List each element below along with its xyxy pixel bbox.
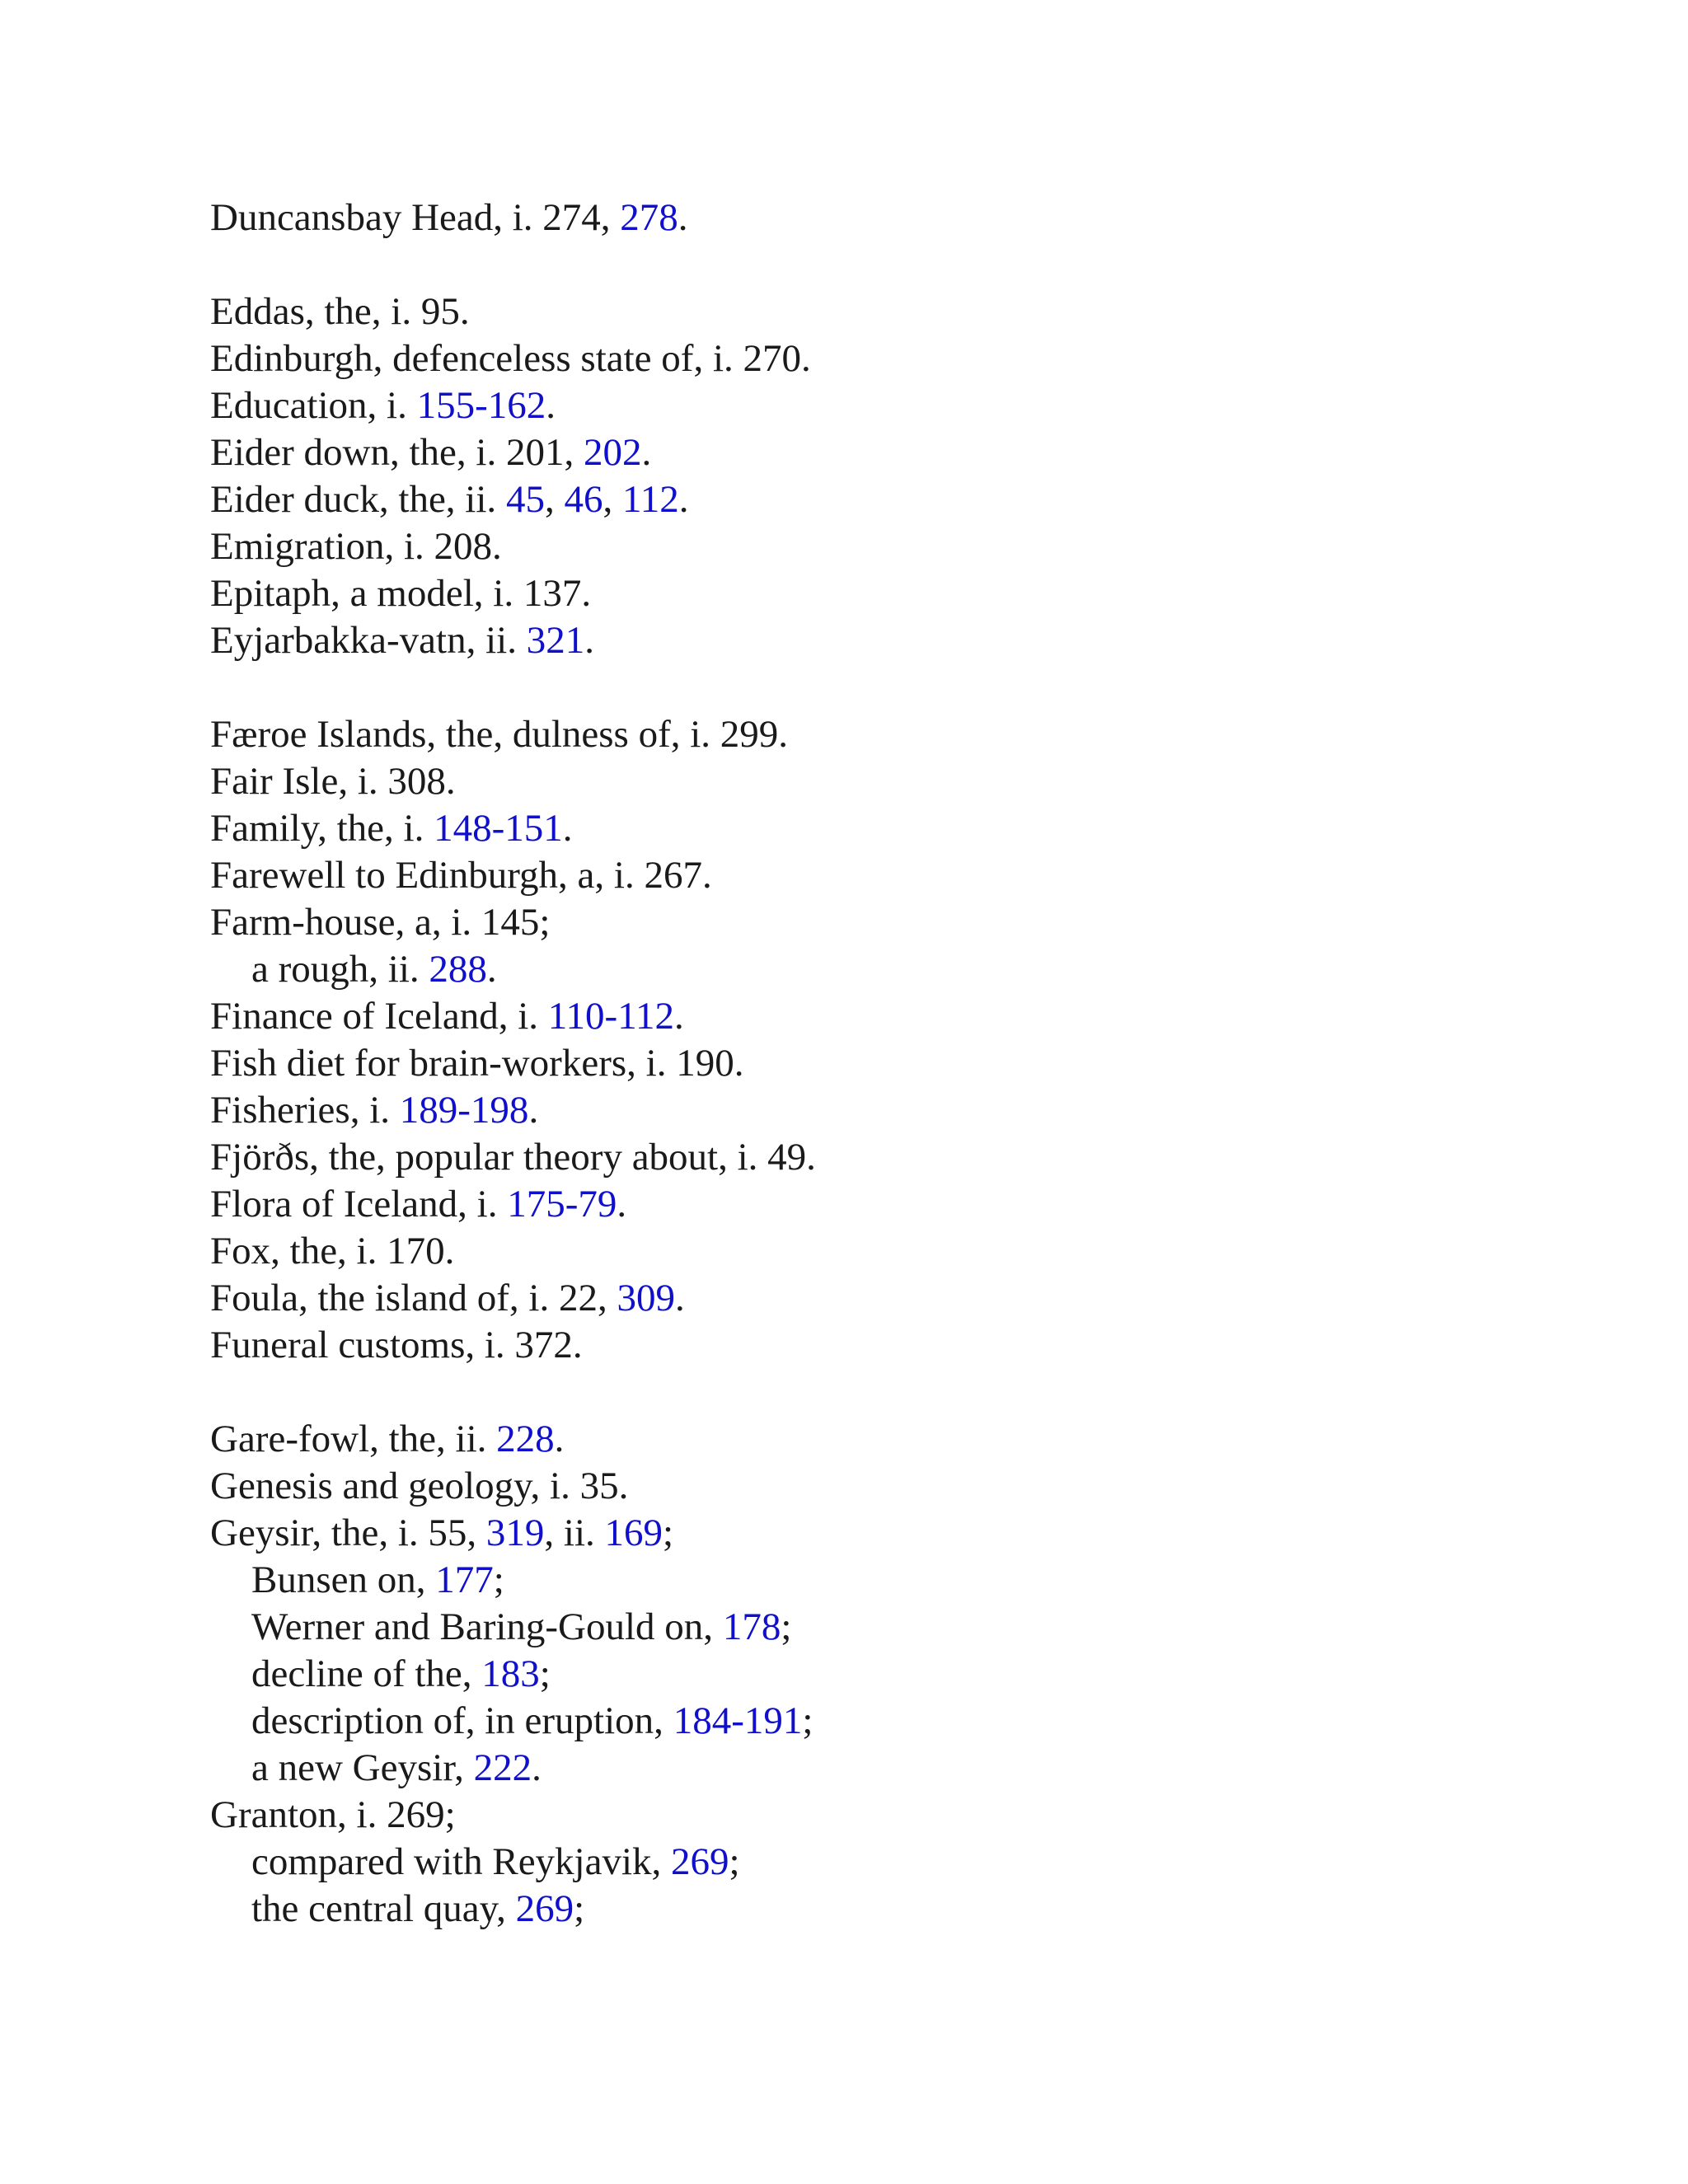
page-link[interactable]: 319 xyxy=(485,1511,545,1554)
entry-text: . xyxy=(532,1746,542,1789)
page-link[interactable]: 278 xyxy=(620,196,678,239)
index-subentry xyxy=(210,1651,1611,1698)
index-entry xyxy=(210,993,1611,1040)
entry-text: . xyxy=(528,1089,539,1132)
index-entry xyxy=(210,1087,1611,1134)
entry-text: Farm-house, a, i. 145; xyxy=(210,901,551,944)
index-entry xyxy=(210,476,1611,523)
index-entry xyxy=(210,1134,1611,1181)
entry-text: ; xyxy=(802,1699,814,1742)
index-entry xyxy=(210,1228,1611,1275)
entry-text: description of, in eruption, xyxy=(251,1699,673,1742)
page-link[interactable]: 321 xyxy=(526,619,585,662)
entry-text: ; xyxy=(663,1511,674,1554)
entry-text: Farewell to Edinburgh, a, i. 267. xyxy=(210,854,712,897)
page-link[interactable]: 148-151 xyxy=(434,807,563,850)
entry-text: Granton, i. 269; xyxy=(210,1793,456,1836)
entry-text: . xyxy=(554,1418,565,1460)
entry-text: Finance of Iceland, i. xyxy=(210,995,548,1038)
entry-text: Fish diet for brain-workers, i. 190. xyxy=(210,1042,744,1085)
entry-text: Duncansbay Head, i. 274, xyxy=(210,196,621,239)
entry-text: , xyxy=(603,478,622,521)
entry-text: Emigration, i. 208. xyxy=(210,525,502,568)
page-link[interactable]: 228 xyxy=(496,1418,555,1460)
entry-text: ; xyxy=(493,1558,504,1601)
entry-text: Gare-fowl, the, ii. xyxy=(210,1418,497,1460)
index-entry xyxy=(210,382,1611,429)
page-link[interactable]: 269 xyxy=(515,1887,574,1930)
page-link[interactable]: 112 xyxy=(621,478,679,521)
entry-text: . xyxy=(584,619,594,662)
entry-text: . xyxy=(678,196,688,239)
entry-text: Funeral customs, i. 372. xyxy=(210,1324,583,1366)
entry-text: Bunsen on, xyxy=(251,1558,436,1601)
entry-text: Werner and Baring-Gould on, xyxy=(251,1605,723,1648)
page-link[interactable]: 110-112 xyxy=(547,995,674,1038)
page-link[interactable]: 155-162 xyxy=(416,384,546,427)
entry-text: a new Geysir, xyxy=(251,1746,474,1789)
entry-text: . xyxy=(678,478,689,521)
index-entry xyxy=(210,805,1611,852)
entry-text: Eddas, the, i. 95. xyxy=(210,290,470,333)
index-subentry xyxy=(210,946,1611,993)
entry-text: a rough, ii. xyxy=(251,948,429,991)
page-link[interactable]: 45 xyxy=(505,478,545,521)
entry-text: , ii. xyxy=(544,1511,605,1554)
index-entry xyxy=(210,1275,1611,1322)
page-link[interactable]: 46 xyxy=(564,478,603,521)
entry-text: ; xyxy=(729,1840,740,1883)
group-spacer xyxy=(210,664,1611,711)
entry-text: ; xyxy=(539,1652,551,1695)
entry-text: , xyxy=(544,478,565,521)
entry-text: Flora of Iceland, i. xyxy=(210,1183,508,1226)
entry-text: Fox, the, i. 170. xyxy=(210,1230,455,1272)
index-entry xyxy=(210,852,1611,899)
entry-text: Education, i. xyxy=(210,384,417,427)
page-link[interactable]: 184-191 xyxy=(673,1699,803,1742)
index-entry xyxy=(210,1040,1611,1087)
index-entry xyxy=(210,711,1611,758)
entry-text: Færoe Islands, the, dulness of, i. 299. xyxy=(210,713,789,756)
index-subentry xyxy=(210,1745,1611,1792)
index-entry xyxy=(210,1792,1611,1839)
page-link[interactable]: 178 xyxy=(722,1605,781,1648)
page-link[interactable]: 175-79 xyxy=(507,1183,617,1226)
index-entry xyxy=(210,194,1611,241)
page-link[interactable]: 183 xyxy=(481,1652,540,1695)
index-entry xyxy=(210,899,1611,946)
entry-text: Eider down, the, i. 201, xyxy=(210,431,584,474)
entry-text: . xyxy=(486,948,497,991)
index-subentry xyxy=(210,1557,1611,1604)
entry-text: Eider duck, the, ii. xyxy=(210,478,506,521)
index-entry xyxy=(210,335,1611,382)
group-spacer xyxy=(210,241,1611,288)
index-entry xyxy=(210,288,1611,335)
page-link[interactable]: 189-198 xyxy=(399,1089,529,1132)
index-entry xyxy=(210,1322,1611,1369)
entry-text: compared with Reykjavik, xyxy=(251,1840,672,1883)
entry-text: . xyxy=(617,1183,627,1226)
index-entry xyxy=(210,1416,1611,1463)
entry-text: Genesis and geology, i. 35. xyxy=(210,1465,629,1507)
entry-text: Foula, the island of, i. 22, xyxy=(210,1277,617,1319)
index-subentry xyxy=(210,1886,1611,1933)
group-spacer xyxy=(210,1369,1611,1416)
index-subentry xyxy=(210,1604,1611,1651)
index-entry xyxy=(210,1510,1611,1557)
index-page xyxy=(210,194,1611,1933)
entry-text: the central quay, xyxy=(251,1887,516,1930)
index-entry xyxy=(210,758,1611,805)
entry-text: Eyjarbakka-vatn, ii. xyxy=(210,619,527,662)
page-link[interactable]: 202 xyxy=(583,431,642,474)
index-entry xyxy=(210,523,1611,570)
entry-text: . xyxy=(641,431,652,474)
entry-text: Fisheries, i. xyxy=(210,1089,400,1132)
entry-text: . xyxy=(562,807,573,850)
index-entry xyxy=(210,1181,1611,1228)
page-link[interactable]: 269 xyxy=(671,1840,729,1883)
page-link[interactable]: 169 xyxy=(604,1511,663,1554)
entry-text: . xyxy=(673,995,684,1038)
entry-text: Edinburgh, defenceless state of, i. 270. xyxy=(210,337,811,380)
entry-text: Geysir, the, i. 55, xyxy=(210,1511,486,1554)
page-link[interactable]: 177 xyxy=(435,1558,494,1601)
index-entry xyxy=(210,429,1611,476)
index-entry xyxy=(210,617,1611,664)
index-entry xyxy=(210,570,1611,617)
index-subentry xyxy=(210,1839,1611,1886)
page-link[interactable]: 288 xyxy=(429,948,487,991)
entry-text: Fair Isle, i. 308. xyxy=(210,760,456,803)
entry-text: decline of the, xyxy=(251,1652,482,1695)
index-entry xyxy=(210,1463,1611,1510)
entry-text: Family, the, i. xyxy=(210,807,434,850)
entry-text: Epitaph, a model, i. 137. xyxy=(210,572,592,615)
page-link[interactable]: 309 xyxy=(617,1277,675,1319)
entry-text: . xyxy=(546,384,556,427)
entry-text: Fjörðs, the, popular theory about, i. 49. xyxy=(210,1136,816,1179)
page-link[interactable]: 222 xyxy=(473,1746,532,1789)
entry-text: ; xyxy=(781,1605,792,1648)
entry-text: . xyxy=(674,1277,685,1319)
index-subentry xyxy=(210,1698,1611,1745)
entry-text: ; xyxy=(574,1887,585,1930)
